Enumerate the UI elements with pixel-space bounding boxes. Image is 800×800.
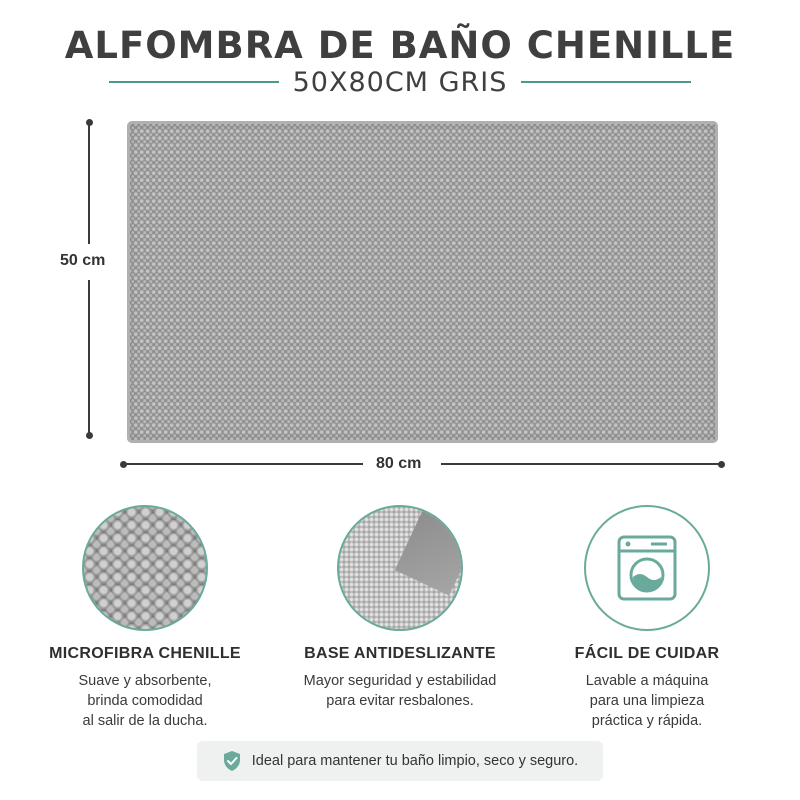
- dimension-dot: [718, 461, 725, 468]
- dimension-dot: [86, 432, 93, 439]
- feature-title: MICROFIBRA CHENILLE: [49, 645, 241, 662]
- subtitle-row: [0, 64, 800, 100]
- width-label: 80 cm: [376, 455, 422, 472]
- chenille-texture-image: [82, 505, 208, 631]
- bath-mat-image: [127, 121, 718, 443]
- shield-check-icon: [222, 750, 242, 772]
- feature-title: BASE ANTIDESLIZANTE: [304, 645, 496, 662]
- washing-machine-icon: [617, 535, 677, 601]
- feature-non-slip: [280, 505, 520, 711]
- feature-chenille: [25, 505, 265, 731]
- divider-left: [109, 81, 279, 83]
- feature-description: Lavable a máquina para una limpieza práctica y rápida.: [585, 673, 709, 729]
- non-slip-base-image: [337, 505, 463, 631]
- feature-title: FÁCIL DE CUIDAR: [574, 645, 720, 662]
- divider-right: [521, 81, 691, 83]
- product-title: ALFOMBRA DE BAÑO CHENILLE: [64, 24, 736, 67]
- height-label: 50 cm: [60, 252, 106, 269]
- feature-description: Suave y absorbente, brinda comodidad al salir de la ducha.: [78, 673, 212, 729]
- product-subtitle: 50X80CM GRIS: [292, 66, 508, 98]
- info-banner: [197, 741, 603, 781]
- banner-text: Ideal para mantener tu baño limpio, seco y seguro.: [251, 753, 579, 769]
- feature-easy-care: [527, 505, 767, 731]
- washing-machine-circle: [584, 505, 710, 631]
- feature-description: Mayor seguridad y estabilidad para evitar resbalones.: [303, 673, 497, 709]
